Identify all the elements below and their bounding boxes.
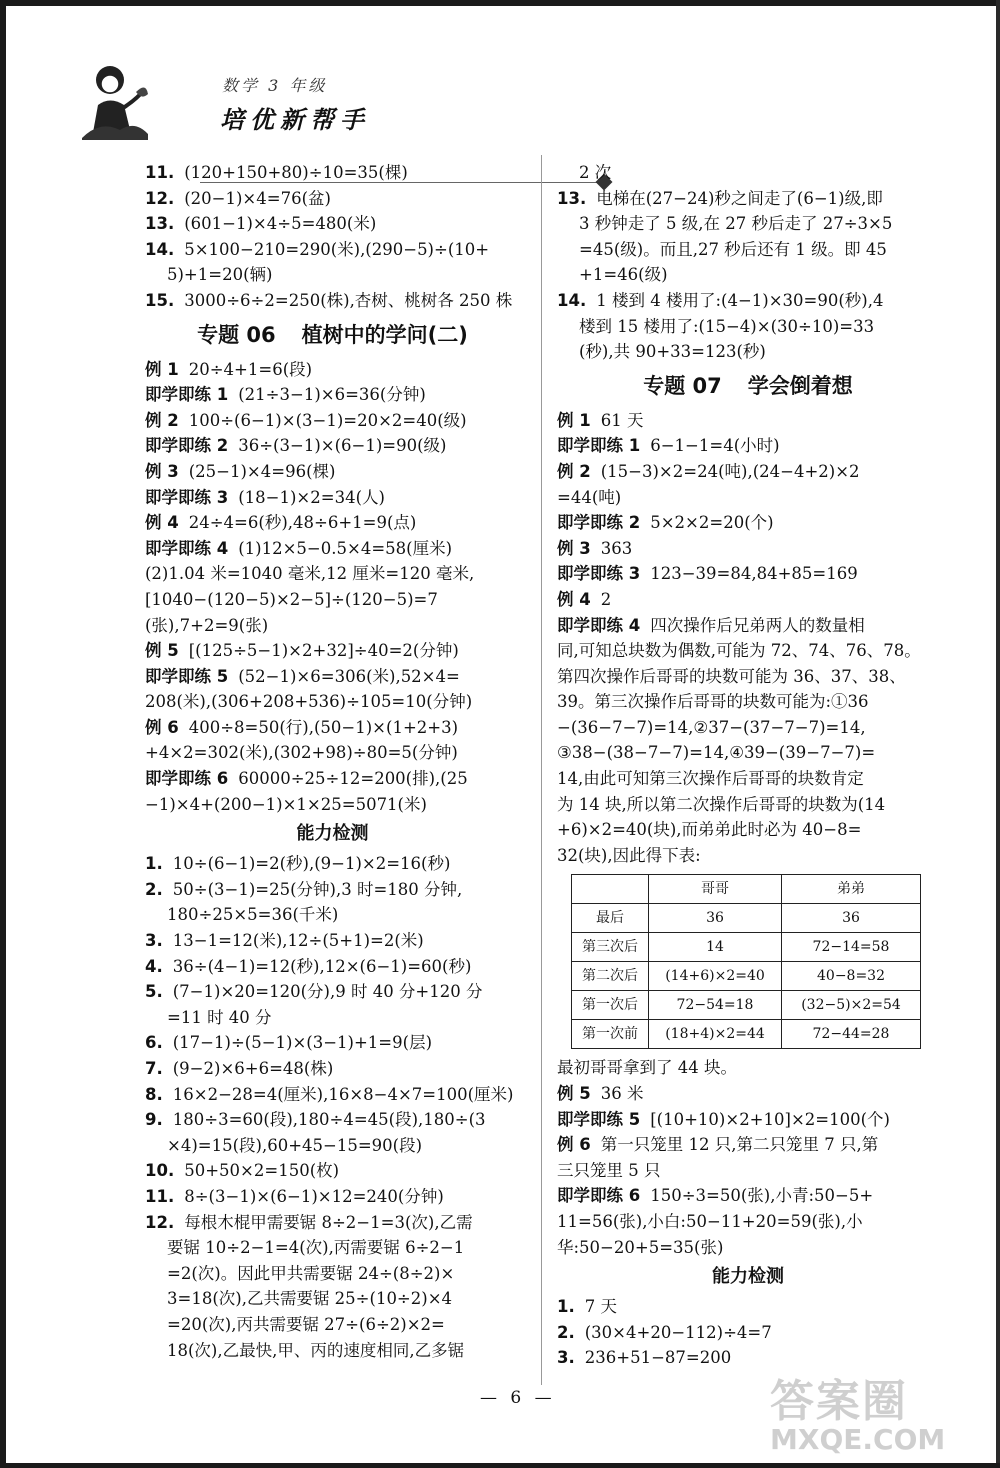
answer-text: (25−1)×4=96(棵) (188, 461, 336, 481)
answer-label: 即学即练 3 (145, 487, 229, 507)
continuation-line (145, 689, 520, 715)
answer-label: 即学即练 6 (557, 1186, 641, 1206)
scan-edge-right (996, 0, 1000, 1468)
answer-label: 6. (145, 1033, 163, 1053)
continuation-line (145, 740, 520, 766)
answer-text: 第一只笼里 12 只,第二只笼里 7 只,第 (600, 1135, 879, 1155)
column-divider (541, 155, 542, 1385)
answer-label: 即学即练 4 (557, 615, 641, 635)
left-column (145, 160, 520, 1363)
table-header-cell (572, 875, 649, 904)
answer-text: 400÷8=50(行),(50−1)×(1+2+3) (188, 717, 459, 737)
answer-line (145, 459, 520, 485)
table-cell: 72−44=28 (782, 1020, 921, 1049)
table-cell: 36 (782, 904, 921, 933)
answer-text: 60000÷25÷12=200(排),(25 (238, 769, 468, 789)
answer-label: 例 3 (145, 461, 179, 481)
answer-text: 最初哥哥拿到了 44 块。 (557, 1058, 737, 1078)
answer-text: 3000÷6÷2=250(株),杏树、桃树各 250 株 (184, 290, 513, 310)
answer-text: 100÷(6−1)×(3−1)=20×2=40(级) (188, 410, 467, 430)
answer-label: 14. (145, 239, 175, 259)
continuation-line (145, 1133, 520, 1159)
page-number: — 6 — (480, 1388, 556, 1408)
continuation-line (145, 1338, 520, 1364)
answer-line (145, 433, 520, 459)
answer-text: [1040−(120−5)×2−5]÷(120−5)=7 (145, 589, 438, 609)
header-subtitle: 数学 3 年级 (222, 76, 328, 95)
continuation-line (557, 485, 939, 511)
continuation-line (145, 561, 520, 587)
continuation-line (557, 1209, 939, 1235)
section-title (557, 365, 939, 408)
answer-line (145, 1030, 520, 1056)
answer-label: 4. (145, 956, 163, 976)
continuation-line (557, 1235, 939, 1261)
answer-line (145, 851, 520, 877)
answer-text: 39。第三次操作后哥哥的块数可能为:①36 (557, 692, 869, 712)
answer-label: 例 1 (145, 359, 179, 379)
answer-text: 电梯在(27−24)秒之间走了(6−1)级,即 (596, 188, 883, 208)
answer-line (145, 1082, 520, 1108)
answer-line (557, 587, 939, 613)
answer-label: 11. (145, 163, 175, 182)
answer-line (145, 1210, 520, 1236)
answer-label: 12. (145, 1212, 175, 1232)
answer-line (557, 1107, 939, 1133)
table-row (572, 1020, 921, 1049)
answer-line (145, 510, 520, 536)
answer-text: ③38−(38−7−7)=14,④39−(39−7−7)= (557, 743, 876, 763)
answer-text: 8÷(3−1)×(6−1)×12=240(分钟) (184, 1186, 444, 1206)
continuation-line (557, 211, 939, 237)
answer-text: 123−39=84,84+85=169 (650, 564, 858, 584)
table-cell: 40−8=32 (782, 962, 921, 991)
answer-text: 同,可知总块数为偶数,可能为 72、74、76、78。 (557, 641, 921, 661)
answer-label: 11. (145, 1186, 175, 1206)
continuation-line (557, 817, 939, 843)
answer-label: 7. (145, 1059, 163, 1078)
answer-text: 36÷(3−1)×(6−1)=90(级) (238, 436, 447, 456)
answer-text: (张),7+2=9(张) (145, 615, 269, 635)
table-cell: 14 (649, 933, 782, 962)
watermark-logo: 答案圈 (770, 1376, 908, 1427)
continuation-line (145, 1312, 520, 1338)
answer-table (571, 874, 921, 1049)
answer-line (557, 1320, 939, 1346)
watermark (770, 1365, 992, 1465)
answer-label: 14. (557, 290, 587, 310)
table-cell: 72−54=18 (649, 991, 782, 1020)
answer-text: 150÷3=50(张),小青:50−5+ (650, 1186, 874, 1206)
answer-label: 即学即练 1 (557, 436, 641, 456)
continuation-line (557, 262, 939, 288)
answer-text: +1=46(级) (579, 265, 668, 285)
answer-text: 36 米 (600, 1084, 644, 1104)
continuation-line (557, 339, 939, 365)
answer-line (557, 1132, 939, 1158)
section-heading: 植树中的学问(二) (301, 322, 468, 347)
table-row (572, 962, 921, 991)
answer-text: 每根木棍甲需要锯 8÷2−1=3(次),乙需 (184, 1212, 473, 1232)
continuation-line (557, 314, 939, 340)
answer-text: 2 次 (579, 163, 612, 182)
answer-label: 例 6 (557, 1135, 591, 1155)
answer-text: 208(米),(306+208+536)÷105=10(分钟) (145, 692, 473, 712)
series-title: 培优新帮手 (220, 105, 370, 134)
answer-text: 5×2×2=20(个) (650, 513, 774, 533)
continuation-line (557, 843, 939, 869)
answer-line (145, 382, 520, 408)
table-cell: 第一次后 (572, 991, 649, 1020)
answer-label: 例 5 (145, 641, 179, 661)
answer-line (145, 408, 520, 434)
answer-text: 要锯 10÷2−1=4(次),丙需要锯 6÷2−1 (167, 1238, 465, 1258)
answer-label: 即学即练 2 (557, 513, 641, 533)
answer-line (145, 877, 520, 903)
answer-text: (15−3)×2=24(吨),(24−4+2)×2 (600, 461, 860, 481)
answer-line (145, 954, 520, 980)
answer-label: 13. (557, 188, 587, 208)
scan-edge-top (0, 0, 1000, 6)
answer-label: 例 6 (145, 717, 179, 737)
answer-text: (秒),共 90+33=123(秒) (579, 342, 766, 362)
answer-text: (20−1)×4=76(盆) (184, 188, 331, 208)
right-column (557, 160, 939, 1371)
continuation-line (145, 1005, 520, 1031)
table-row (572, 933, 921, 962)
table-cell: 72−14=58 (782, 933, 921, 962)
answer-label: 8. (145, 1084, 163, 1104)
answer-text: 24÷4=6(秒),48÷6+1=9(点) (188, 513, 417, 533)
answer-line (145, 1107, 520, 1133)
answer-label: 5. (145, 982, 163, 1002)
answer-line (145, 485, 520, 511)
continuation-line (557, 237, 939, 263)
answer-text: (21÷3−1)×6=36(分钟) (238, 385, 426, 405)
continuation-line (557, 1055, 939, 1081)
mascot-girl-icon (80, 60, 150, 140)
answer-text: (7−1)×20=120(分),9 时 40 分+120 分 (172, 982, 483, 1002)
answer-line (557, 408, 939, 434)
continuation-line (145, 792, 520, 818)
answer-label: 即学即练 4 (145, 538, 229, 558)
answer-text: 50+50×2=150(枚) (184, 1161, 340, 1181)
answer-text: (18−1)×2=34(人) (238, 487, 385, 507)
answer-line (145, 211, 520, 237)
answer-text: 第四次操作后哥哥的块数可能为 36、37、38、 (557, 666, 906, 686)
answer-line (145, 186, 520, 212)
table-cell: (32−5)×2=54 (782, 991, 921, 1020)
answer-label: 2. (557, 1322, 575, 1342)
answer-text: −1)×4+(200−1)×1×25=5071(米) (145, 794, 427, 814)
answer-line (145, 357, 520, 383)
table-cell: 最后 (572, 904, 649, 933)
table-cell: 第一次前 (572, 1020, 649, 1049)
answer-line (557, 561, 939, 587)
answer-text: 180÷25×5=36(千米) (167, 905, 339, 925)
answer-text: =2(次)。因此甲共需要锯 24÷(8÷2)× (167, 1263, 455, 1283)
continuation-line (557, 715, 939, 741)
watermark-url: MXQE.COM (770, 1423, 946, 1456)
answer-text: (17−1)÷(5−1)×(3−1)+1=9(层) (172, 1033, 433, 1053)
answer-label: 15. (145, 290, 175, 310)
table-cell: 第二次后 (572, 962, 649, 991)
continuation-line (145, 613, 520, 639)
answer-line (557, 1183, 939, 1209)
answer-text: +4×2=302(米),(302+98)÷80=5(分钟) (145, 743, 458, 763)
answer-text: 为 14 块,所以第二次操作后哥哥的块数为(14 (557, 794, 886, 814)
answer-text: 236+51−87=200 (584, 1348, 732, 1368)
answer-text: 6−1−1=4(小时) (650, 436, 780, 456)
continuation-line (557, 160, 939, 186)
answer-text: 14,由此可知第三次操作后哥哥的块数肯定 (557, 769, 864, 789)
answer-text: 180÷3=60(段),180÷4=45(段),180÷(3 (172, 1110, 486, 1130)
table-row (572, 904, 921, 933)
answer-text: [(10+10)×2+10]×2=100(个) (650, 1109, 890, 1129)
answer-text: (30×4+20−112)÷4=7 (584, 1322, 772, 1342)
answer-text: 13−1=12(米),12÷(5+1)=2(米) (172, 931, 424, 951)
table-header-cell: 弟弟 (782, 875, 921, 904)
subsection-title: 能力检测 (712, 1266, 784, 1288)
answer-line (557, 613, 939, 639)
answer-label: 1. (557, 1297, 575, 1317)
section-number: 专题 07 (643, 373, 722, 398)
table-cell: 36 (649, 904, 782, 933)
continuation-line (557, 792, 939, 818)
answer-line (145, 664, 520, 690)
answer-line (557, 288, 939, 314)
answer-line (145, 1158, 520, 1184)
answer-text: 四次操作后兄弟两人的数量相 (650, 615, 865, 635)
answer-label: 13. (145, 214, 175, 234)
answer-line (557, 536, 939, 562)
answer-line (145, 928, 520, 954)
answer-label: 12. (145, 188, 175, 208)
answer-text: 7 天 (584, 1297, 617, 1317)
answer-line (557, 433, 939, 459)
answer-text: 11=56(张),小白:50−11+20=59(张),小 (557, 1212, 863, 1231)
answer-text: 2 (600, 589, 612, 609)
continuation-line (557, 664, 939, 690)
scan-edge-left (0, 0, 6, 1468)
answer-label: 即学即练 1 (145, 385, 229, 405)
answer-line (145, 536, 520, 562)
continuation-line (145, 1286, 520, 1312)
answer-text: (9−2)×6+6=48(株) (172, 1059, 334, 1078)
answer-text: =45(级)。而且,27 秒后还有 1 级。即 45 (579, 239, 887, 259)
answer-text: 3 秒钟走了 5 级,在 27 秒后走了 27÷3×5 (579, 214, 893, 234)
answer-text: 363 (600, 538, 633, 558)
answer-line (145, 1184, 520, 1210)
answer-label: 例 2 (145, 410, 179, 430)
answer-text: 18(次),乙最快,甲、丙的速度相同,乙多锯 (167, 1340, 465, 1360)
answer-text: 3=18(次),乙共需要锯 25÷(10÷2)×4 (167, 1289, 453, 1309)
answer-line (557, 186, 939, 212)
answer-text: (52−1)×6=306(米),52×4= (238, 666, 460, 686)
answer-line (145, 237, 520, 263)
answer-label: 例 5 (557, 1084, 591, 1104)
answer-label: 例 1 (557, 410, 591, 430)
answer-line (145, 1056, 520, 1082)
continuation-line (557, 740, 939, 766)
answer-text: =20(次),丙共需要锯 27÷(6÷2)×2= (167, 1314, 445, 1334)
answer-label: 3. (145, 931, 163, 951)
continuation-line (145, 262, 520, 288)
section-number: 专题 06 (197, 322, 276, 347)
answer-text: 61 天 (600, 410, 644, 430)
answer-line (557, 459, 939, 485)
answer-text: 华:50−20+5=35(张) (557, 1237, 724, 1257)
answer-text: [(125÷5−1)×2+32]÷40=2(分钟) (188, 641, 459, 661)
continuation-line (557, 638, 939, 664)
answer-line (145, 288, 520, 314)
answer-label: 例 2 (557, 461, 591, 481)
answer-label: 即学即练 5 (557, 1109, 641, 1129)
answer-line (145, 638, 520, 664)
answer-text: (1)12×5−0.5×4=58(厘米) (238, 538, 453, 558)
subsection-title: 能力检测 (296, 823, 369, 845)
answer-label: 1. (145, 854, 163, 874)
continuation-line (145, 902, 520, 928)
answer-text: =11 时 40 分 (167, 1007, 272, 1027)
answer-text: 36÷(4−1)=12(秒),12×(6−1)=60(秒) (172, 956, 472, 976)
answer-text: 32(块),因此得下表: (557, 845, 701, 865)
answer-line (145, 715, 520, 741)
answer-text: (2)1.04 米=1040 毫米,12 厘米=120 毫米, (145, 564, 475, 584)
continuation-line (145, 587, 520, 613)
table-cell: 第三次后 (572, 933, 649, 962)
table-header-row (572, 875, 921, 904)
section-title (145, 314, 520, 357)
answer-text: 50÷(3−1)=25(分钟),3 时=180 分钟, (172, 879, 463, 899)
answer-text: −(36−7−7)=14,②37−(37−7−7)=14, (557, 717, 866, 737)
answer-label: 例 3 (557, 538, 591, 558)
answer-label: 即学即练 3 (557, 564, 641, 584)
continuation-line (557, 689, 939, 715)
answer-label: 即学即练 5 (145, 666, 229, 686)
answer-line (557, 1294, 939, 1320)
answer-text: (601−1)×4÷5=480(米) (184, 214, 377, 234)
answer-line (145, 766, 520, 792)
table-header-cell: 哥哥 (649, 875, 782, 904)
answer-label: 例 4 (145, 513, 179, 533)
answer-text: 20÷4+1=6(段) (188, 359, 313, 379)
answer-text: =44(吨) (557, 487, 622, 507)
answer-line (557, 510, 939, 536)
answer-label: 即学即练 6 (145, 769, 229, 789)
answer-line (145, 160, 520, 186)
answer-label: 3. (557, 1348, 575, 1368)
continuation-line (557, 1158, 939, 1184)
answer-text: 楼到 15 楼用了:(15−4)×(30÷10)=33 (579, 316, 875, 336)
section-heading: 学会倒着想 (747, 373, 853, 398)
continuation-line (557, 766, 939, 792)
answer-text: 三只笼里 5 只 (557, 1160, 661, 1180)
continuation-line (145, 1261, 520, 1287)
answer-text: +6)×2=40(块),而弟弟此时必为 40−8= (557, 820, 862, 840)
answer-label: 10. (145, 1161, 175, 1181)
answer-label: 9. (145, 1110, 163, 1130)
answer-text: 10÷(6−1)=2(秒),(9−1)×2=16(秒) (172, 854, 451, 874)
continuation-line (145, 1235, 520, 1261)
answer-label: 例 4 (557, 589, 591, 609)
answer-label: 2. (145, 879, 163, 899)
table-cell: (14+6)×2=40 (649, 962, 782, 991)
answer-text: 5×100−210=290(米),(290−5)÷(10+ (184, 239, 490, 259)
answer-label: 即学即练 2 (145, 436, 229, 456)
answer-text: 16×2−28=4(厘米),16×8−4×7=100(厘米) (172, 1084, 514, 1104)
table-row (572, 991, 921, 1020)
answer-text: ×4)=15(段),60+45−15=90(段) (167, 1135, 423, 1155)
answer-line (557, 1081, 939, 1107)
page-header (70, 55, 550, 145)
table-cell: (18+4)×2=44 (649, 1020, 782, 1049)
answer-line (145, 979, 520, 1005)
answer-text: 1 楼到 4 楼用了:(4−1)×30=90(秒),4 (596, 290, 884, 310)
answer-text: 5)+1=20(辆) (167, 265, 273, 285)
answer-text: (120+150+80)÷10=35(棵) (184, 163, 408, 182)
